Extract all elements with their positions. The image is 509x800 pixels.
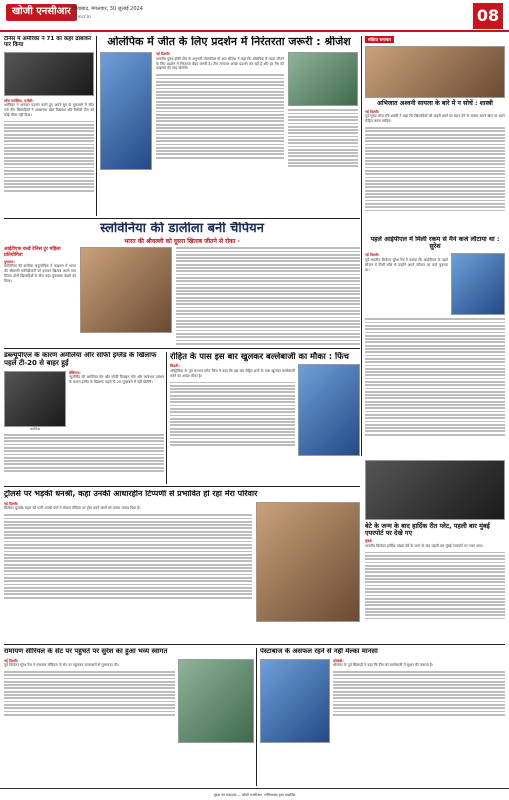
byline: गुरुग्राम।: [4, 259, 15, 264]
page-number: 08: [473, 3, 503, 29]
story-text-lines: [365, 552, 505, 620]
story-body: अमेरिका ने शानदार प्रदर्शन करते हुए अपने ग्रुप के मुकाबले में जीत दर्ज की। खिलाड़ियों ने आक्रामक खेल दिखाया और विरोधी टीम को कोई मौका नहीं दिया।: [4, 102, 94, 117]
player-photo: [451, 253, 505, 315]
slovenia-body: स्लोवेनिया की डालीला जकुपोविक ने फाइनल में भारत की श्रीवल्ली भामिडीपाटी को हराकर खिताब अपने नाम किया। दोनों खिलाड़ियों के बीच कड़ा मुकाबला देखने को मिला।: [4, 264, 76, 283]
lead-text: [156, 52, 284, 170]
byline: कोलंबो।: [333, 658, 344, 663]
slovenia-subhead: भारत की श्रीवल्ली को दूसरा खिताब जीतने से रोका -: [124, 237, 240, 245]
slovenia-text: [176, 247, 360, 344]
wpl-text: [69, 371, 164, 431]
story-right-bottom: [365, 460, 505, 640]
finch-text: [170, 364, 295, 456]
slovenia-headline: स्लोवेनिया की डालीला बनी चैंपियन: [100, 222, 264, 236]
story-text-lines: [4, 434, 164, 472]
story-right-mid: [365, 236, 505, 456]
story-text-lines: [170, 382, 295, 446]
lead-headline: ओलंपिक में जीत के लिए प्रदर्शन में निरंतरता जरूरी : श्रीजेश: [107, 36, 351, 48]
story-body: क्रिकेटर युजवेंद्र चहल की पत्नी धनश्री वर्मा ने सोशल मीडिया पर ट्रोल करने वालों को करारा जवाब दिया है।: [4, 506, 141, 511]
story-text-lines: [365, 127, 505, 211]
player-photo: [298, 364, 360, 456]
story-body: न्यूजीलैंड की अमेलिया केर और सोफी डिवाइन चोट और कार्यभार प्रबंधन के कारण इंग्लैंड के खिलाफ पहले टी-20 मुकाबले में नहीं खेलेंगी।: [69, 375, 164, 384]
side-text-lines: [288, 109, 358, 167]
slovenia-left: [4, 247, 76, 344]
site-url[interactable]: khojincr.in: [68, 15, 92, 20]
newspaper-logo[interactable]: खोजी एनसीआर: [6, 4, 77, 21]
page-footer: मुद्रक एवं प्रकाशक — खोजी एनसीआर, गाजियाबाद द्वारा प्रकाशित: [0, 788, 509, 800]
section-tag: संक्षिप्त समाचार: [365, 36, 394, 43]
story-photo: [4, 52, 94, 96]
headline: रामायण सीरियल के सेट पर पहुंचते पर सुरेश का हुआ भव्य स्वागत: [4, 648, 168, 655]
player-photo: [4, 371, 66, 427]
player-photo: [365, 460, 505, 520]
couple-photo: [256, 502, 360, 622]
player-photo: [260, 659, 330, 743]
player-photo: [365, 46, 505, 98]
story-slovenia: [4, 222, 360, 346]
byline: नई दिल्ली।: [156, 52, 171, 57]
trophy-photo: [80, 247, 172, 333]
masthead: [0, 0, 509, 32]
lead-content: [100, 52, 358, 170]
story-top-left: [4, 36, 94, 214]
lead-story: [100, 36, 358, 214]
byline: सिडनी।: [170, 364, 180, 369]
trolls-text: [4, 502, 252, 622]
event-photo: [178, 659, 254, 743]
trolls-content: [4, 502, 360, 622]
finch-content: [170, 364, 360, 456]
headline: पेस्टाबाज के असफल रहने से नहीं मेल्का मानसा: [260, 648, 378, 655]
story-text-lines: [4, 671, 175, 716]
slovenia-text-lines: [176, 247, 360, 344]
bottom-left-content: [4, 659, 254, 743]
byline: वेलिंग्टन।: [69, 370, 81, 375]
action-photo: [288, 52, 358, 106]
story-trolls: [4, 490, 360, 640]
issue-date: गाजियाबाद, मंगलवार, 30 जुलाई 2024: [68, 6, 143, 12]
bottom-right-content: [260, 659, 505, 743]
photo-caption: अमेलिया: [29, 426, 41, 431]
byline: मुंबई।: [365, 539, 373, 544]
sub-left: आईटीएफ वर्ल्ड टेनिस टूर महिला प्रतियोगिता: [4, 247, 61, 258]
story-wpl: [4, 352, 164, 484]
player-photo: [100, 52, 152, 170]
story-bottom-right: [260, 648, 505, 786]
story-text-lines: [365, 318, 505, 435]
story-body: ऑस्ट्रेलिया के पूर्व कप्तान एरोन फिंच ने कहा कि इस बार रोहित शर्मा के पास खुलकर बल्लेबाजी करने का अच्छा मौका है।: [170, 368, 295, 378]
slovenia-content: [4, 247, 360, 344]
story-text-lines: [4, 514, 252, 598]
right-mid-content: [365, 253, 505, 315]
headline: टेनिस में अमेरिका ने 71 का कहर ढाबाकर पार किया: [4, 36, 92, 49]
lead-side: [288, 52, 358, 170]
story-text-lines: [4, 121, 94, 192]
byline: नई दिल्ली।: [365, 253, 380, 258]
headline: ट्रॉलर्स पर भड़कीं धनश्री, कहा उनकी आधारहीन टिप्पणी से प्रभावित हो रहा मेरा परिवार: [4, 490, 258, 498]
bottom-right-text: [333, 659, 505, 743]
headline: बेटे के जन्म के बाद हार्दिक रीत प्लेट, पहली बार मुंबई एयरपोर्ट पर देखे गए: [365, 522, 490, 538]
lead-body: भारतीय पुरुष हॉकी टीम के अनुभवी गोलकीपर पी आर श्रीजेश ने कहा कि ओलंपिक में पदक जीतने के लिए प्रदर्शन में निरंतरता बेहद जरूरी है। टीम लगातार अच्छा प्रदर्शन कर रही है और हर मैच को फाइनल की तरह खेलेगी।: [156, 56, 284, 71]
byline: नई दिल्ली।: [4, 501, 19, 506]
right-mid-text: [365, 253, 448, 315]
wpl-content: [4, 371, 164, 431]
story-body: पूर्व क्रिकेटर सुरेश रैना ने रामायण सीरियल के सेट पर पहुंचकर कलाकारों से मुलाकात की।: [4, 663, 119, 668]
headline: पहले आईपीएल में मिली रकम से मैने कर्ज लौटाया था : सुरेश: [370, 236, 500, 251]
headline: डब्ल्यूपीएल के कारण अमेलिया और सोफी इंग्लैंड के खिलाफ पहले टी-20 से बाहर हुईं: [4, 352, 157, 367]
bottom-left-text: [4, 659, 175, 743]
byline: नई दिल्ली।: [4, 658, 19, 663]
byline: लॉस एंजेलिस, एजेंसी।: [4, 98, 34, 103]
story-finch: [170, 352, 360, 484]
story-body: श्रीलंका के पूर्व खिलाड़ी ने कहा कि टीम को बल्लेबाजी में सुधार की जरूरत है।: [333, 663, 434, 668]
story-body: पूर्व भारतीय क्रिकेटर सुरेश रैना ने बताया कि आईपीएल के पहले सीजन में मिली राशि से उन्होंने अपने परिवार का कर्ज चुकाया था।: [365, 257, 448, 272]
byline: नई दिल्ली।: [365, 109, 380, 114]
story-text-lines: [333, 671, 505, 716]
story-right-top: [365, 36, 505, 232]
headline: रोहित के पास इस बार खुलकर बल्लेबाजी का मौका : फिंच: [170, 352, 349, 361]
headline: अभिजात अश्वनी सायला के बारे में न सोचें : शास्त्री: [377, 100, 493, 107]
story-body: पूर्व मुख्य कोच रवि शास्त्री ने कहा कि खिलाड़ियों को बाहरी बातों पर ध्यान देने के बजाय अपने खेल पर ध्यान केंद्रित करना चाहिए।: [365, 114, 505, 124]
story-bottom-left: [4, 648, 254, 786]
wpl-photo-col: [4, 371, 66, 431]
story-body: भारतीय क्रिकेटर हार्दिक पांड्या बेटे के जन्म के बाद पहली बार मुंबई एयरपोर्ट पर नजर आए।: [365, 543, 484, 548]
lead-text-lines: [156, 74, 284, 158]
